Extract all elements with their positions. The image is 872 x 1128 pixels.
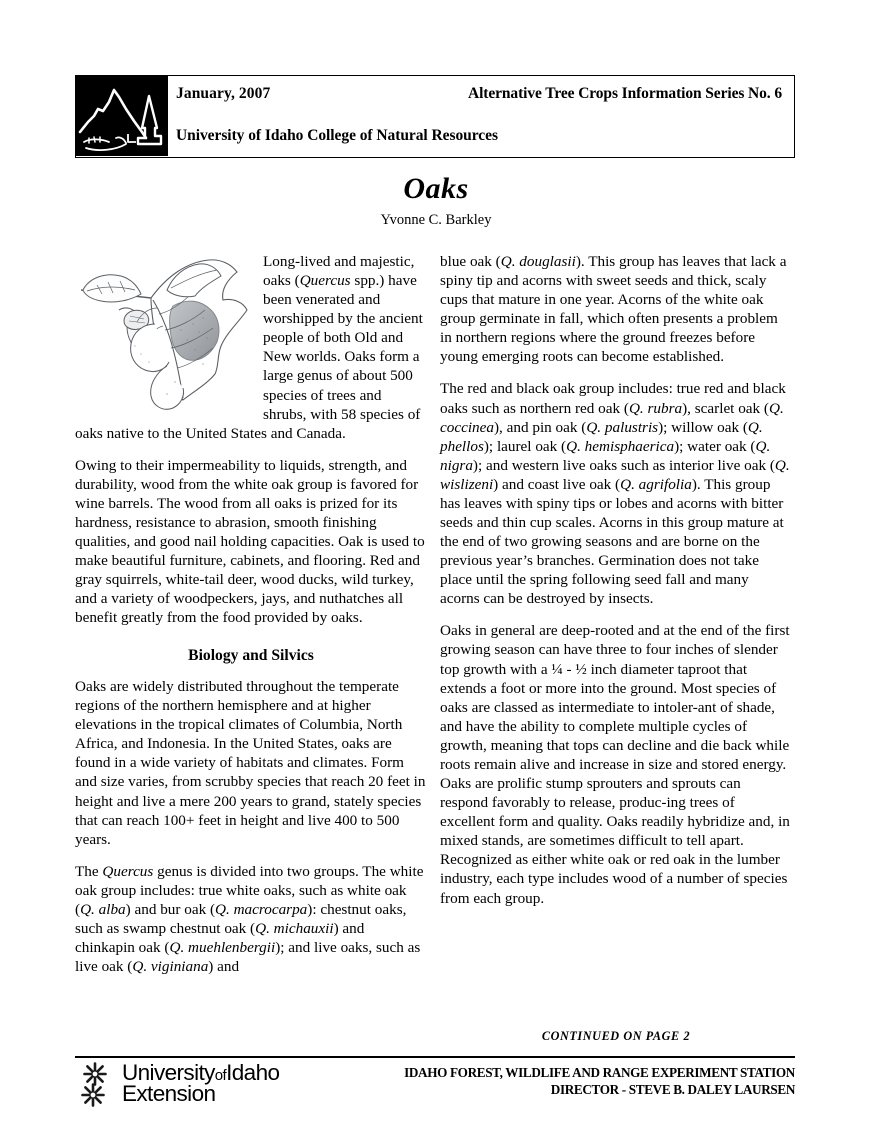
right-column	[440, 252, 792, 921]
extension-wordmark-line2: Extension	[122, 1081, 216, 1107]
p4-seg1: The	[75, 862, 103, 880]
p5-seg1: blue oak (	[440, 253, 501, 270]
p6-italic-q-nigra: Q. nigra	[440, 437, 771, 474]
genus-quercus-italic: Quercus	[299, 272, 351, 290]
p6-italic-q-agrifolia: Q. agrifolia	[620, 475, 692, 493]
p4-italic-q-macrocarpa: Q. macrocarpa	[215, 900, 308, 918]
p4-seg7: ) and	[208, 958, 240, 976]
p6-italic-q-palustris: Q. palustris	[586, 418, 659, 436]
p4-seg6: ); and live oaks, such as live oak (	[75, 939, 421, 976]
masthead	[75, 75, 795, 158]
p5-italic-q-douglasii: Q. douglasii	[500, 253, 576, 270]
p6-italic-q-phellos: Q. phellos	[440, 418, 763, 455]
p4-seg2: genus is divided into two groups. The white oak group includes: true white oaks, such as white oak (	[75, 862, 424, 918]
station-director: DIRECTOR - STEVE B. DALEY LAURSEN	[550, 1082, 795, 1098]
section-heading-biology-and-silvics: Biology and Silvics	[188, 647, 314, 665]
page-title: Oaks	[403, 172, 469, 205]
p4-italic-q-michauxii: Q. michauxii	[255, 919, 334, 937]
footer-divider	[75, 1056, 795, 1058]
p6-italic-q-rubra: Q. rubra	[628, 399, 683, 417]
oak-branch-acorn-illustration	[75, 254, 257, 414]
p6-seg3: ), and pin oak (	[493, 418, 587, 436]
masthead-text-block	[176, 76, 788, 157]
p6-seg7: ); and western live oaks such as interior live oak (	[472, 456, 775, 474]
p6-seg5: ); laurel oak (	[483, 437, 567, 455]
p4-italic-q-viginiana: Q. viginiana	[132, 958, 209, 976]
p4-italic-q-muehlenbergii: Q. muehlenbergii	[169, 939, 276, 957]
paragraph-rooting-and-growth: Oaks in general are deep-rooted and at the end of the first growing season can have three to four inches of slender top growth with a ¼ - ½ inch diameter taproot that extends a foot or more into the ground. Most species of oaks are classed as intermediate to intoler-ant of shade, and have the ability to complete multiple cycles of growth, meaning that tops can decline and die back while roots remain alive and increase in size and stored energy. Oaks are prolific stump sprouters and sprouts can respond favorably to release, produc-ing trees of excellent form and quality. Oaks readily hybridize and, in mixed stands, are sometimes difficult to tell apart. Recognized as either white oak or red oak in the lumber industry, each type includes wood of a number of species from each group.	[440, 622, 790, 907]
p6-italic-q-coccinea: Q. coccinea	[440, 399, 784, 436]
p6-seg8: ) and coast live oak (	[493, 475, 621, 493]
paragraph-white-oak-traits	[440, 252, 792, 366]
p6-seg6: ); water oak (	[674, 437, 756, 455]
p4-seg4: ): chestnut oaks, such as swamp chestnut oak (	[75, 900, 407, 937]
p5-seg2: ). This group has leaves that lack a spiny tip and acorns with sweet seeds and thick, scaly cups that mature in one year. Acorns of the white oak group germinate in fall, which often presents a problem in northern regions where the ground freezes before young emerging roots can become established.	[440, 253, 787, 366]
mountain-tree-logo-icon	[76, 76, 168, 156]
left-column	[75, 252, 427, 989]
p6-italic-q-wislizeni: Q. wislizeni	[440, 456, 790, 493]
issue-date: January, 2007	[176, 85, 271, 102]
para1-text-b: spp.) have been venerated and worshipped by the ancient people of both Old and New worlds. Oaks form a large genus of about 500 species of trees and shrubs, with 58 species of oaks native to the United States and Canada.	[75, 272, 423, 442]
p4-italic-q-alba: Q. alba	[80, 900, 126, 918]
paragraph-red-black-oak-group	[440, 379, 792, 608]
university-of-idaho-extension-logo	[75, 1062, 279, 1108]
station-name: IDAHO FOREST, WILDLIFE AND RANGE EXPERIMENT STATION	[404, 1065, 795, 1080]
para1-text-a: Long-lived and majestic, oaks (	[263, 253, 415, 290]
p6-seg2: ), scarlet oak (	[682, 399, 769, 417]
brand-of: of	[214, 1067, 227, 1084]
series-title: Alternative Tree Crops Information Series No. 6	[467, 85, 782, 102]
p6-italic-q-hemisphaerica: Q. hemisphaerica	[566, 437, 675, 455]
p6-seg1: The red and black oak group includes: true red and black oaks such as northern red oak (	[440, 380, 786, 417]
author-byline: Yvonne C. Barkley	[380, 212, 492, 228]
continued-on-page-note: CONTINUED ON PAGE 2	[541, 1029, 691, 1043]
extension-wordmark-line1	[122, 1062, 279, 1083]
p4-italic-quercus: Quercus	[102, 862, 154, 880]
paragraph-white-oak-group	[75, 862, 427, 976]
p6-seg4: ); willow oak (	[658, 418, 748, 436]
extension-wordmark	[122, 1060, 280, 1107]
p4-seg5: ) and chinkapin oak (	[75, 919, 365, 957]
university-of-idaho-extension-starburst-icon	[75, 1062, 119, 1108]
paragraph-wood-uses: Owing to their impermeability to liquids, strength, and durability, wood from the white oak group is favored for wine barrels. The wood from all oaks is prized for its hardness, resistance to abrasion, smooth finishing qualities, and good nail holding capacities. Oak is used to make beautiful furniture, cabinets, and flooring. Red and gray squirrels, white-tail deer, wood ducks, wild turkey, and a variety of woodpeckers, jays, and nuthatches all benefit greatly from the food provided by oaks.	[75, 456, 425, 627]
institution-name: University of Idaho College of Natural Resources	[176, 127, 498, 144]
p4-seg3: ) and bur oak (	[125, 900, 216, 918]
brand-university: University	[122, 1060, 215, 1085]
brand-idaho: Idaho	[226, 1060, 280, 1085]
p6-seg9: ). This group has leaves with spiny tips or lobes and acorns with bitter seeds and thin cup scales. Acorns in this group mature at the end of two growing seasons and are borne on the previous year’s branches. Germination does not take place until the spring following seed fall and many acorns can be destroyed by insects.	[440, 475, 784, 608]
paragraph-distribution: Oaks are widely distributed throughout the temperate regions of the northern hemisphere and at higher elevations in the tropical climates of Columbia, North Africa, and Indonesia. In the United States, oaks are found in a wide variety of habitats and climates. Form and size varies, from scrubby species that reach 20 feet in height and live a mere 200 years to grand, stately species that can reach 100+ feet in height and live 400 to 500 years.	[75, 678, 426, 848]
page-footer	[75, 1062, 795, 1118]
masthead-top-row	[176, 85, 782, 103]
experiment-station-block	[404, 1064, 795, 1099]
